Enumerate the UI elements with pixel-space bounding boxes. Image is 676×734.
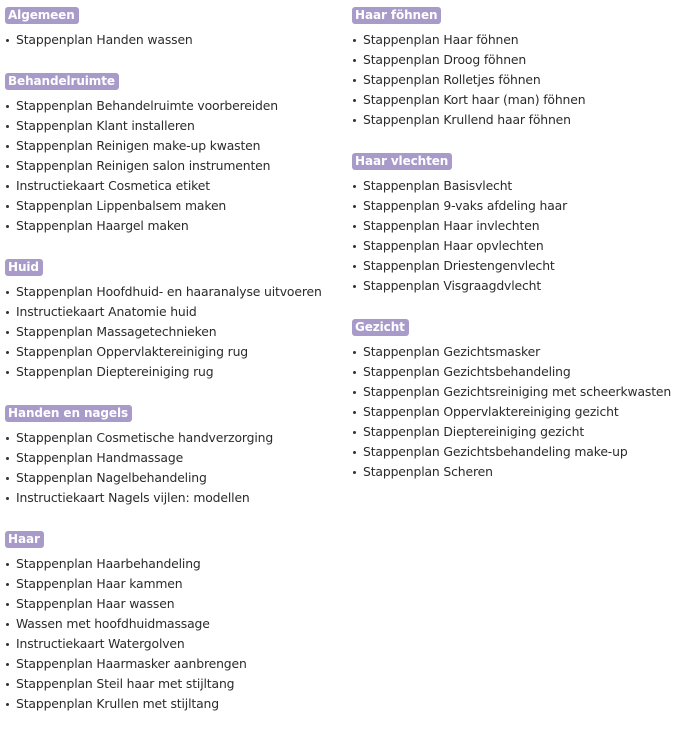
list-item-link[interactable]	[5, 322, 340, 342]
item-label: Stappenplan Rolletjes föhnen	[363, 72, 541, 87]
category-heading-haar-vlechten: Haar vlechten	[352, 153, 452, 170]
category-heading-gezicht: Gezicht	[352, 319, 409, 336]
list-item-link[interactable]	[5, 136, 340, 156]
bullet-icon	[353, 411, 356, 414]
bullet-icon	[6, 563, 9, 566]
bullet-icon	[6, 291, 9, 294]
bullet-icon	[353, 39, 356, 42]
list-item-link[interactable]	[5, 302, 340, 322]
item-label: Stappenplan Massagetechnieken	[16, 324, 217, 339]
item-label: Stappenplan 9-vaks afdeling haar	[363, 198, 568, 213]
list-item-link[interactable]	[352, 342, 676, 362]
list-item-link[interactable]	[5, 30, 340, 50]
bullet-icon	[353, 225, 356, 228]
item-list	[5, 554, 340, 714]
bullet-icon	[6, 165, 9, 168]
list-item-link[interactable]	[352, 70, 676, 90]
item-label: Stappenplan Gezichtsreiniging met scheerkwasten	[363, 384, 672, 399]
category-section-huid	[5, 256, 340, 382]
item-label: Stappenplan Oppervlaktereiniging rug	[16, 344, 249, 359]
bullet-icon	[353, 79, 356, 82]
bullet-icon	[353, 371, 356, 374]
list-item-link[interactable]	[5, 196, 340, 216]
list-item-link[interactable]	[5, 282, 340, 302]
item-label: Stappenplan Haar invlechten	[363, 218, 540, 233]
category-section-haar	[5, 528, 340, 714]
item-list	[5, 282, 340, 382]
bullet-icon	[353, 285, 356, 288]
item-label: Stappenplan Haar opvlechten	[363, 238, 544, 253]
list-item-link[interactable]	[5, 362, 340, 382]
bullet-icon	[353, 431, 356, 434]
category-heading-haar-f-hnen: Haar föhnen	[352, 7, 441, 24]
list-item-link[interactable]	[352, 462, 676, 482]
item-label: Stappenplan Oppervlaktereiniging gezicht	[363, 404, 619, 419]
list-item-link[interactable]	[5, 634, 340, 654]
category-heading-behandelruimte: Behandelruimte	[5, 73, 119, 90]
item-list	[5, 96, 340, 236]
list-item-link[interactable]	[5, 216, 340, 236]
list-item-link[interactable]	[352, 236, 676, 256]
category-section-behandelruimte	[5, 70, 340, 236]
item-label: Stappenplan Krullen met stijltang	[16, 696, 219, 711]
bullet-icon	[353, 351, 356, 354]
item-label: Instructiekaart Watergolven	[16, 636, 185, 651]
bullet-icon	[6, 457, 9, 460]
item-label: Stappenplan Haarmasker aanbrengen	[16, 656, 247, 671]
list-item-link[interactable]	[352, 30, 676, 50]
bullet-icon	[353, 245, 356, 248]
item-label: Stappenplan Krullend haar föhnen	[363, 112, 571, 127]
list-item-link[interactable]	[352, 402, 676, 422]
item-label: Stappenplan Reinigen make-up kwasten	[16, 138, 261, 153]
category-section-algemeen	[5, 4, 340, 50]
item-label: Stappenplan Visgraagdvlecht	[363, 278, 542, 293]
bullet-icon	[6, 683, 9, 686]
bullet-icon	[6, 623, 9, 626]
item-label: Instructiekaart Anatomie huid	[16, 304, 197, 319]
bullet-icon	[6, 225, 9, 228]
list-item-link[interactable]	[352, 176, 676, 196]
list-item-link[interactable]	[352, 256, 676, 276]
bullet-icon	[6, 331, 9, 334]
list-item-link[interactable]	[5, 96, 340, 116]
bullet-icon	[353, 59, 356, 62]
item-label: Stappenplan Gezichtsbehandeling make-up	[363, 444, 628, 459]
bullet-icon	[353, 205, 356, 208]
list-item-link[interactable]	[352, 442, 676, 462]
category-heading-handen-en-nagels: Handen en nagels	[5, 405, 132, 422]
item-label: Stappenplan Lippenbalsem maken	[16, 198, 227, 213]
list-item-link[interactable]	[352, 362, 676, 382]
bullet-icon	[6, 663, 9, 666]
item-label: Stappenplan Basisvlecht	[363, 178, 513, 193]
list-item-link[interactable]	[5, 116, 340, 136]
category-section-haar-f-hnen	[352, 4, 676, 130]
bullet-icon	[6, 603, 9, 606]
list-item-link[interactable]	[5, 468, 340, 488]
bullet-icon	[353, 119, 356, 122]
item-label: Stappenplan Droog föhnen	[363, 52, 527, 67]
item-label: Instructiekaart Nagels vijlen: modellen	[16, 490, 250, 505]
item-label: Stappenplan Dieptereiniging gezicht	[363, 424, 585, 439]
item-list	[5, 30, 340, 50]
item-label: Instructiekaart Cosmetica etiket	[16, 178, 210, 193]
bullet-icon	[6, 643, 9, 646]
item-label: Wassen met hoofdhuidmassage	[16, 616, 210, 631]
bullet-icon	[6, 703, 9, 706]
list-item-link[interactable]	[352, 90, 676, 110]
bullet-icon	[353, 265, 356, 268]
item-label: Stappenplan Reinigen salon instrumenten	[16, 158, 271, 173]
list-item-link[interactable]	[352, 50, 676, 70]
item-label: Stappenplan Cosmetische handverzorging	[16, 430, 274, 445]
list-item-link[interactable]	[5, 428, 340, 448]
item-label: Stappenplan Haar wassen	[16, 596, 175, 611]
item-list	[5, 428, 340, 508]
list-item-link[interactable]	[5, 574, 340, 594]
list-item-link[interactable]	[5, 448, 340, 468]
item-label: Stappenplan Klant installeren	[16, 118, 195, 133]
item-list	[352, 176, 676, 296]
bullet-icon	[353, 451, 356, 454]
item-label: Stappenplan Kort haar (man) föhnen	[363, 92, 586, 107]
bullet-icon	[6, 205, 9, 208]
bullet-icon	[6, 39, 9, 42]
bullet-icon	[6, 477, 9, 480]
list-item-link[interactable]	[352, 382, 676, 402]
bullet-icon	[6, 145, 9, 148]
item-list	[352, 342, 676, 482]
category-section-handen-en-nagels	[5, 402, 340, 508]
bullet-icon	[6, 371, 9, 374]
list-item-link[interactable]	[5, 176, 340, 196]
bullet-icon	[353, 471, 356, 474]
category-section-haar-vlechten	[352, 150, 676, 296]
item-list	[352, 30, 676, 130]
bullet-icon	[353, 391, 356, 394]
item-label: Stappenplan Haar kammen	[16, 576, 183, 591]
item-label: Stappenplan Nagelbehandeling	[16, 470, 207, 485]
bullet-icon	[6, 583, 9, 586]
list-item-link[interactable]	[5, 342, 340, 362]
item-label: Stappenplan Driestengenvlecht	[363, 258, 555, 273]
item-label: Stappenplan Scheren	[363, 464, 493, 479]
item-label: Stappenplan Behandelruimte voorbereiden	[16, 98, 278, 113]
list-item-link[interactable]	[5, 156, 340, 176]
list-item-link[interactable]	[5, 488, 340, 508]
bullet-icon	[6, 125, 9, 128]
list-item-link[interactable]	[352, 422, 676, 442]
list-item-link[interactable]	[352, 216, 676, 236]
left-column	[5, 4, 340, 734]
list-item-link[interactable]	[352, 276, 676, 296]
category-section-gezicht	[352, 316, 676, 482]
bullet-icon	[6, 351, 9, 354]
item-label: Stappenplan Gezichtsmasker	[363, 344, 541, 359]
item-label: Stappenplan Handmassage	[16, 450, 184, 465]
category-heading-huid: Huid	[5, 259, 43, 276]
item-label: Stappenplan Gezichtsbehandeling	[363, 364, 571, 379]
bullet-icon	[353, 99, 356, 102]
item-label: Stappenplan Haarbehandeling	[16, 556, 201, 571]
item-label: Stappenplan Hoofdhuid- en haaranalyse uitvoeren	[16, 284, 322, 299]
right-column	[352, 4, 676, 502]
bullet-icon	[353, 185, 356, 188]
category-heading-haar: Haar	[5, 531, 44, 548]
item-label: Stappenplan Dieptereiniging rug	[16, 364, 214, 379]
bullet-icon	[6, 105, 9, 108]
list-item-link[interactable]	[5, 594, 340, 614]
list-item-link[interactable]	[5, 614, 340, 634]
bullet-icon	[6, 185, 9, 188]
bullet-icon	[6, 497, 9, 500]
list-item-link[interactable]	[352, 196, 676, 216]
item-label: Stappenplan Handen wassen	[16, 32, 193, 47]
list-item-link[interactable]	[5, 654, 340, 674]
item-label: Stappenplan Steil haar met stijltang	[16, 676, 235, 691]
list-item-link[interactable]	[352, 110, 676, 130]
bullet-icon	[6, 311, 9, 314]
category-heading-algemeen: Algemeen	[5, 7, 79, 24]
list-item-link[interactable]	[5, 694, 340, 714]
list-item-link[interactable]	[5, 554, 340, 574]
bullet-icon	[6, 437, 9, 440]
item-label: Stappenplan Haar föhnen	[363, 32, 519, 47]
list-item-link[interactable]	[5, 674, 340, 694]
item-label: Stappenplan Haargel maken	[16, 218, 189, 233]
